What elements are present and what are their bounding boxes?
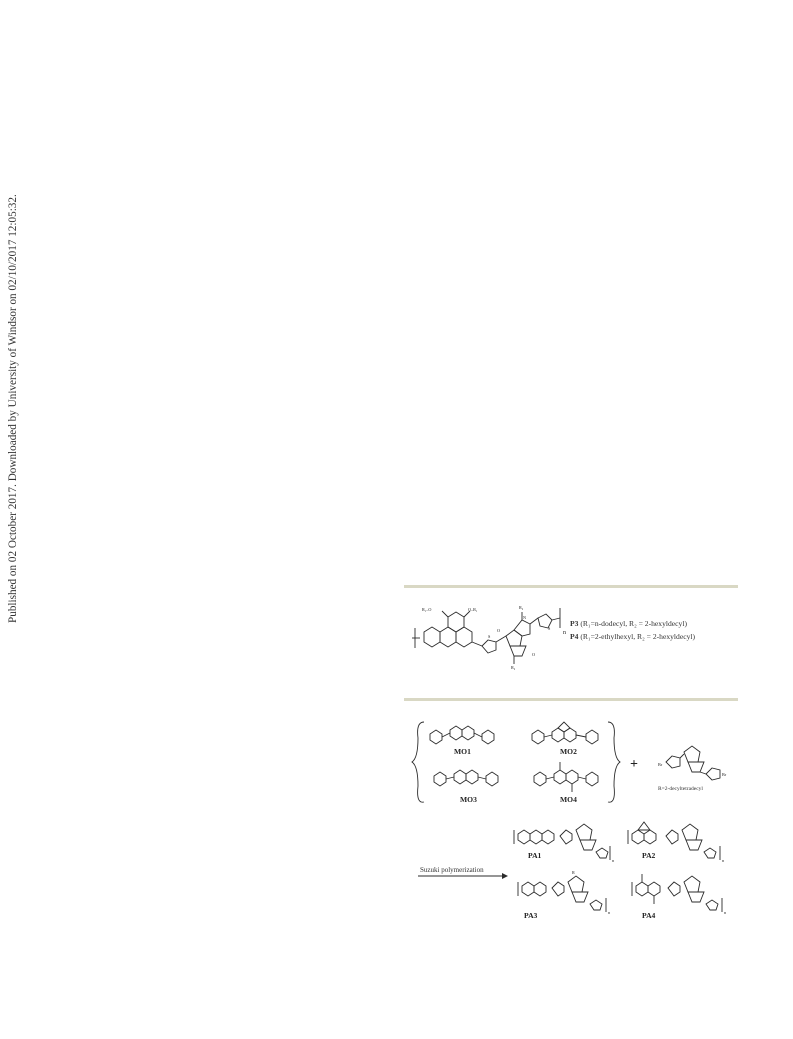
margin-note xyxy=(6,194,20,625)
mo1-structure xyxy=(430,726,494,756)
br-left-label: Br xyxy=(658,762,663,767)
figure2-scheme xyxy=(410,718,740,928)
pa4-structure xyxy=(632,874,727,920)
pa3-repeat-n: n xyxy=(608,910,611,915)
pa3-structure xyxy=(518,870,611,920)
repeat-n: n xyxy=(563,630,566,636)
figure1-top-rule xyxy=(404,585,738,588)
thiophene2-s-label: S xyxy=(548,626,551,631)
left-brace xyxy=(412,722,424,802)
figure1-structure xyxy=(410,598,740,670)
r2-bottom-label: R₂ xyxy=(511,665,516,670)
pa1-label: PA1 xyxy=(528,851,542,860)
pa2-repeat-n: n xyxy=(722,858,725,863)
mo2-structure xyxy=(532,722,598,756)
p3-legend: P3 (R₁=n-dodecyl, R₂ = 2-hexyldecyl) xyxy=(570,619,687,628)
dpp-monomer-structure xyxy=(658,746,727,792)
r1-right-label: O–R₁ xyxy=(468,607,478,612)
pa2-label: PA2 xyxy=(642,851,656,860)
margin-note-text: Published on 02 October 2017. Downloaded by University of Windsor on 02/10/2017 12:05:32. xyxy=(7,194,19,623)
figure2-top-rule xyxy=(404,698,738,701)
br-right-label: Br xyxy=(722,772,727,777)
mo3-label: MO3 xyxy=(460,795,477,804)
p4-legend: P4 (R₁=2-ethylhexyl, R₂ = 2-hexyldecyl) xyxy=(570,632,695,641)
mo2-label: MO2 xyxy=(560,747,577,756)
mo1-label: MO1 xyxy=(454,747,471,756)
n-label: N xyxy=(523,615,527,620)
reaction-arrowhead xyxy=(502,873,508,879)
pa4-label: PA4 xyxy=(642,911,656,920)
plus-sign: + xyxy=(630,757,638,772)
pa1-repeat-n: n xyxy=(612,858,615,863)
reaction-label: Suzuki polymerization xyxy=(420,866,484,874)
mo3-structure xyxy=(434,770,498,804)
carbonyl-o2-label: O xyxy=(532,652,536,657)
pa4-repeat-n: n xyxy=(724,910,727,915)
r1-left-label: R₁–O xyxy=(422,607,432,612)
pa3-label: PA3 xyxy=(524,911,538,920)
pa1-structure xyxy=(514,824,615,863)
carbonyl-o-label: O xyxy=(497,628,501,633)
mo4-structure xyxy=(534,762,598,804)
r2-top-label: R₂ xyxy=(519,605,524,610)
thiophene-s-label: S xyxy=(488,634,491,639)
pa2-structure xyxy=(628,822,725,863)
dpp-r-note: R=2-decyltetradecyl xyxy=(658,786,703,792)
right-brace xyxy=(608,722,620,802)
mo4-label: MO4 xyxy=(560,795,577,804)
pa3-r-label: R xyxy=(572,870,575,875)
